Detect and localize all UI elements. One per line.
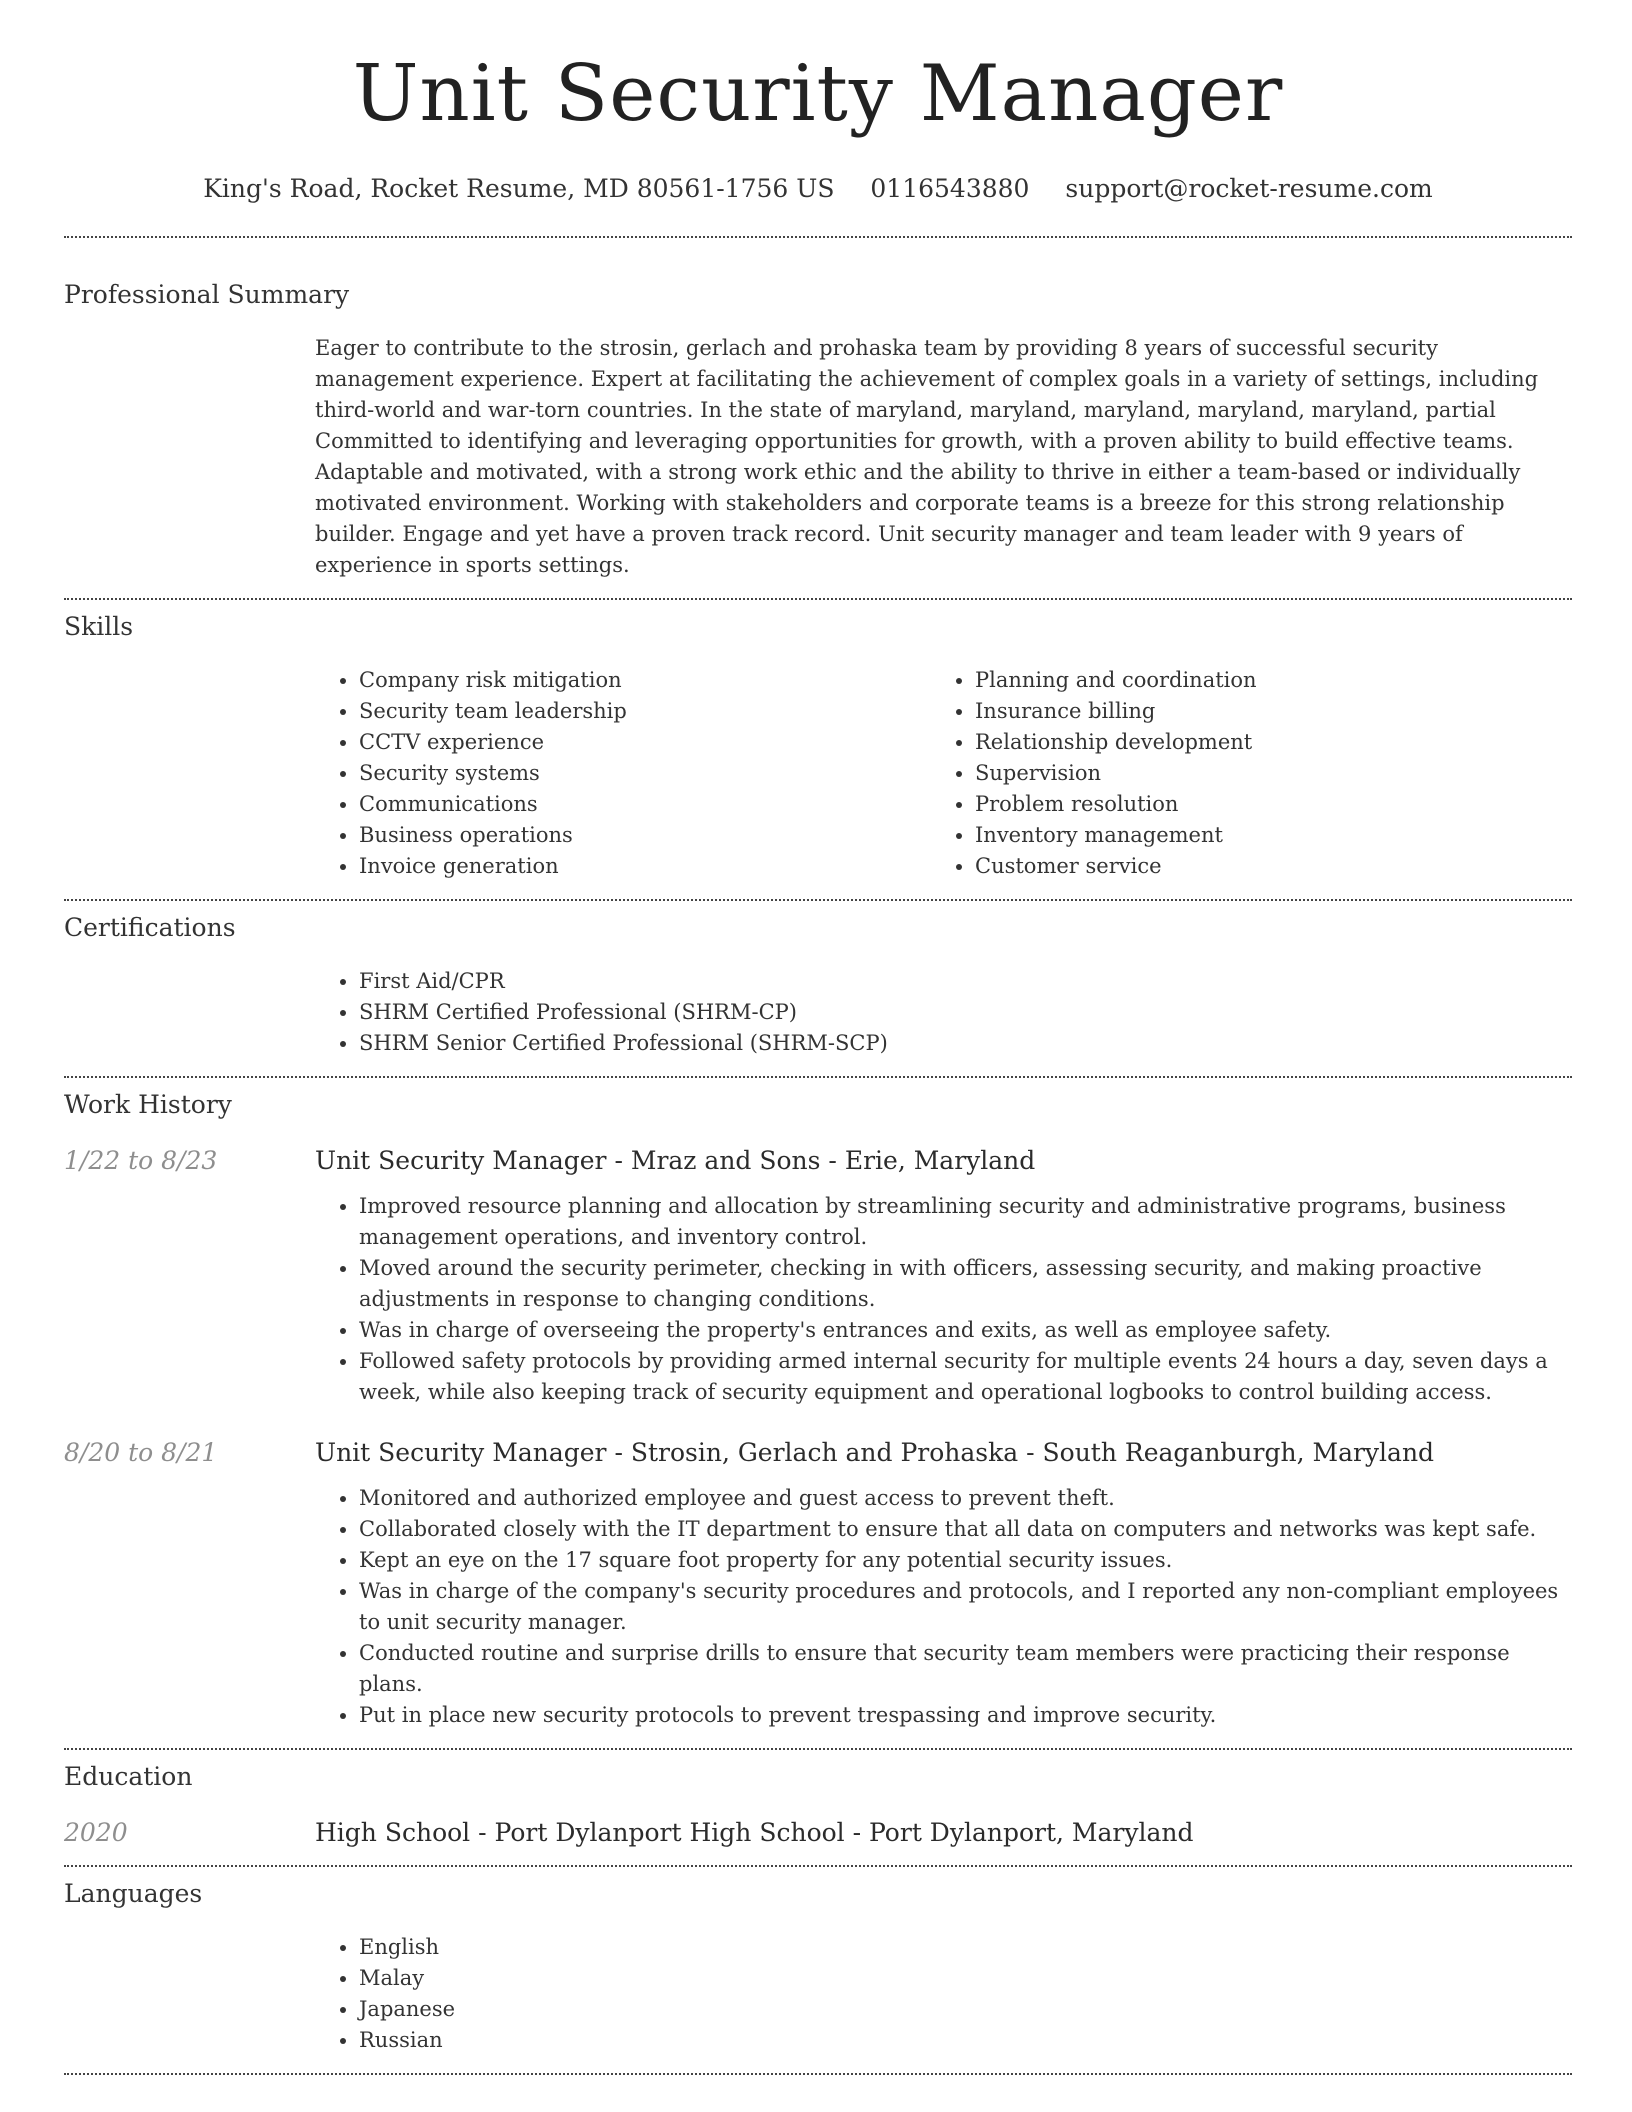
divider: [64, 899, 1572, 901]
education-heading: High School - Port Dylanport High School - Port Dylanport, Maryland: [315, 1817, 1194, 1847]
job-entry: [64, 1438, 1572, 1731]
job-bullet: • Monitored and authorized employee and guest access to prevent theft.: [359, 1483, 1572, 1514]
skill-item: • Security team leadership: [359, 696, 931, 727]
skill-item: • Supervision: [975, 758, 1547, 789]
job-bullet: • Moved around the security perimeter, checking in with officers, assessing security, and making proactive adjustments in response to changing conditions.: [359, 1253, 1572, 1315]
section-title-languages: Languages: [64, 1878, 203, 1908]
job-bullet: • Was in charge of overseeing the property's entrances and exits, as well as employee safety.: [359, 1315, 1572, 1346]
skill-item: • Communications: [359, 789, 931, 820]
certification-item: • SHRM Senior Certified Professional (SHRM-SCP): [359, 1028, 1572, 1059]
skill-item: • Inventory management: [975, 820, 1547, 851]
skill-item: • Customer service: [975, 851, 1547, 882]
skill-item: • Relationship development: [975, 727, 1547, 758]
job-bullet: • Collaborated closely with the IT department to ensure that all data on computers and networks was kept safe.: [359, 1514, 1572, 1545]
divider: [64, 598, 1572, 600]
job-bullets: [315, 1191, 1572, 1408]
section-title-education: Education: [64, 1761, 193, 1791]
certifications-list: [315, 966, 1572, 1059]
language-item: • Russian: [359, 2025, 1572, 2056]
section-title-summary: Professional Summary: [64, 279, 350, 309]
languages-list: [315, 1932, 1572, 2056]
skills-column-right: [931, 665, 1547, 882]
skills-list: [315, 665, 1572, 882]
language-item: • Japanese: [359, 1994, 1572, 2025]
certification-item: • First Aid/CPR: [359, 966, 1572, 997]
contact-address: King's Road, Rocket Resume, MD 80561-1756 US: [203, 173, 835, 203]
section-title-certifications: Certifications: [64, 912, 236, 942]
job-dates: 8/20 to 8/21: [64, 1437, 218, 1467]
job-entry: [64, 1146, 1572, 1408]
job-bullets: [315, 1483, 1572, 1731]
skill-item: • CCTV experience: [359, 727, 931, 758]
language-item: • English: [359, 1932, 1572, 1963]
job-bullet: • Conducted routine and surprise drills to ensure that security team members were practicing their response plans.: [359, 1638, 1572, 1700]
contact-email: support@rocket-resume.com: [1065, 173, 1433, 203]
certification-item: • SHRM Certified Professional (SHRM-CP): [359, 997, 1572, 1028]
job-heading: Unit Security Manager - Strosin, Gerlach and Prohaska - South Reaganburgh, Maryland: [315, 1437, 1435, 1467]
skill-item: • Security systems: [359, 758, 931, 789]
contact-line: [64, 174, 1572, 204]
divider: [64, 1076, 1572, 1078]
skill-item: • Insurance billing: [975, 696, 1547, 727]
skills-column-left: [315, 665, 931, 882]
divider: [64, 2073, 1572, 2075]
education-year: 2020: [64, 1817, 128, 1847]
job-dates: 1/22 to 8/23: [64, 1145, 218, 1175]
job-bullet: • Improved resource planning and allocation by streamlining security and administrative programs, business management operations, and inventory control.: [359, 1191, 1572, 1253]
job-bullet: • Put in place new security protocols to prevent trespassing and improve security.: [359, 1700, 1572, 1731]
skill-item: • Invoice generation: [359, 851, 931, 882]
divider: [64, 236, 1572, 238]
job-header: [64, 1146, 1572, 1175]
skill-item: • Planning and coordination: [975, 665, 1547, 696]
education-entry: [64, 1818, 1572, 1847]
skill-item: • Company risk mitigation: [359, 665, 931, 696]
job-bullet: • Was in charge of the company's security procedures and protocols, and I reported any non-compliant employees to unit security manager.: [359, 1576, 1572, 1638]
candidate-name: Unit Security Manager: [352, 49, 1284, 139]
job-heading: Unit Security Manager - Mraz and Sons - Erie, Maryland: [315, 1145, 1036, 1175]
skill-item: • Business operations: [359, 820, 931, 851]
job-header: [64, 1438, 1572, 1467]
resume-page: [64, 0, 1572, 2075]
skill-item: • Problem resolution: [975, 789, 1547, 820]
job-bullet: • Followed safety protocols by providing armed internal security for multiple events 24 hours a day, seven days a week, while also keeping track of security equipment and operational logbooks to control building access.: [359, 1346, 1572, 1408]
divider: [64, 1748, 1572, 1750]
divider: [64, 1865, 1572, 1867]
language-item: • Malay: [359, 1963, 1572, 1994]
section-title-work-history: Work History: [64, 1089, 232, 1119]
contact-phone: 0116543880: [870, 173, 1030, 203]
summary-text: Eager to contribute to the strosin, gerlach and prohaska team by providing 8 years of successful security management experience. Expert at facilitating the achievement of complex goals in a variety of settings, including third-world and war-torn countries. In the state of maryland, maryland, maryland, maryland, maryland, partial Committed to identifying and leveraging opportunities for growth, with a proven ability to build effective teams. Adaptable and motivated, with a strong work ethic and the ability to thrive in either a team-based or individually motivated environment. Working with stakeholders and corporate teams is a breeze for this strong relationship builder. Engage and yet have a proven track record. Unit security manager and team leader with 9 years of experience in sports settings.: [315, 335, 1539, 577]
section-title-skills: Skills: [64, 611, 134, 641]
job-bullet: • Kept an eye on the 17 square foot property for any potential security issues.: [359, 1545, 1572, 1576]
